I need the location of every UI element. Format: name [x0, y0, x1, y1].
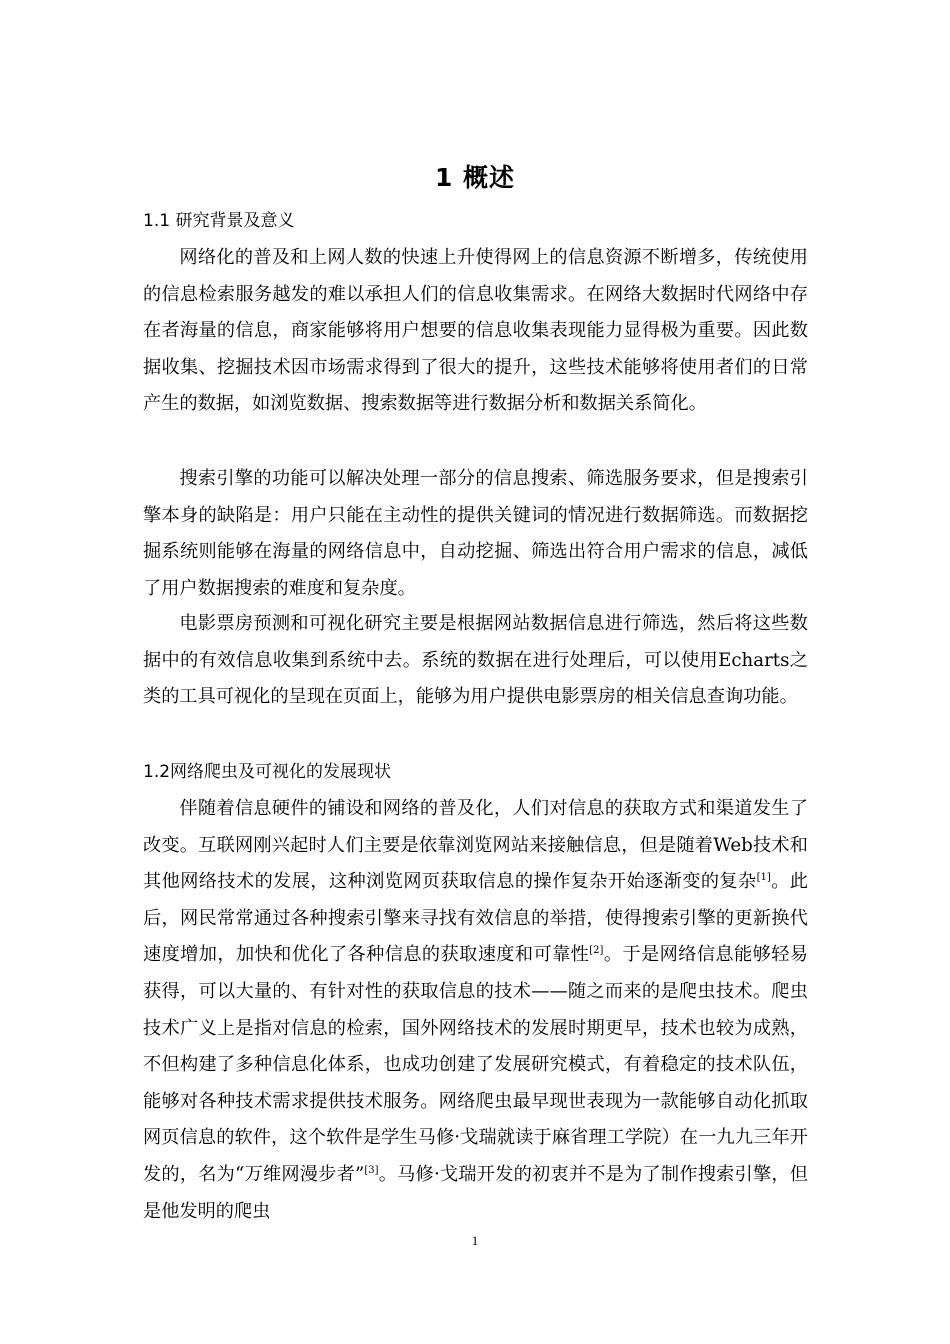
paragraph-text: 。于是网络信息能够轻易获得，可以大量的、有针对性的获取信息的技术——随之而来的是爬虫技术。爬虫技术广义上是指对信息的检索，国外网络技术的发展时期更早，技术也较为成熟，不但构建了多种信息化体系，也成功创建了发展研究模式，有着稳定的技术队伍，能够对各种技术需求提供技术服务。网络爬虫最早现世表现为一款能够自动化抓取网页信息的软件，这个软件是学生马修·戈瑞就读于麻省理工学院）在一九九三年开发的，名为“万维网漫步者” — [143, 944, 808, 1185]
citation-1: [1] — [756, 872, 771, 884]
paragraph-background-2: 搜索引擎的功能可以解决处理一部分的信息搜索、筛选服务要求，但是搜索引擎本身的缺陷是：用户只能在主动性的提供关键词的情况进行数据筛选。而数据挖掘系统则能够在海量的网络信息中，自动挖掘、筛选出符合用户需求的信息，减低了用户数据搜索的难度和复杂度。 — [143, 468, 808, 599]
section-heading-1-2: 1.2网络爬虫及可视化的发展现状 — [143, 762, 392, 782]
paragraph-background-3: 电影票房预测和可视化研究主要是根据网站数据信息进行筛选，然后将这些数据中的有效信息收集到系统中去。系统的数据在进行处理后，可以使用Echarts之类的工具可视化的呈现在页面上，能够为用户提供电影票房的相关信息查询功能。 — [143, 613, 808, 708]
paragraph-text: 。马修·戈瑞开发的初衷并不是为了制作搜索引擎，但是他发明的爬虫 — [143, 1163, 808, 1222]
citation-3: [3] — [364, 1164, 379, 1176]
chapter-title: 1 概述 — [434, 162, 516, 192]
paragraph-development-status — [143, 791, 808, 1230]
section-heading-1-1: 1.1 研究背景及意义 — [143, 211, 295, 231]
citation-2: [2] — [589, 945, 604, 957]
paragraph-text: 伴随着信息硬件的铺设和网络的普及化，人们对信息的获取方式和渠道发生了改变。互联网刚兴起时人们主要是依靠浏览网站来接触信息，但是随着Web技术和其他网络技术的发展，这种浏览网页获取信息的操作复杂开始逐渐变的复杂 — [143, 798, 808, 893]
page-number: 1 — [471, 1233, 479, 1248]
paragraph-background-1: 网络化的普及和上网人数的快速上升使得网上的信息资源不断增多，传统使用的信息检索服务越发的难以承担人们的信息收集需求。在网络大数据时代网络中存在者海量的信息，商家能够将用户想要的信息收集表现能力显得极为重要。因此数据收集、挖掘技术因市场需求得到了很大的提升，这些技术能够将使用者们的日常产生的数据，如浏览数据、搜索数据等进行数据分析和数据关系简化。 — [143, 247, 808, 415]
paragraph-text: 。此后，网民常常通过各种搜索引擎来寻找有效信息的举措，使得搜索引擎的更新换代速度增加，加快和优化了各种信息的获取速度和可靠性 — [143, 871, 808, 966]
